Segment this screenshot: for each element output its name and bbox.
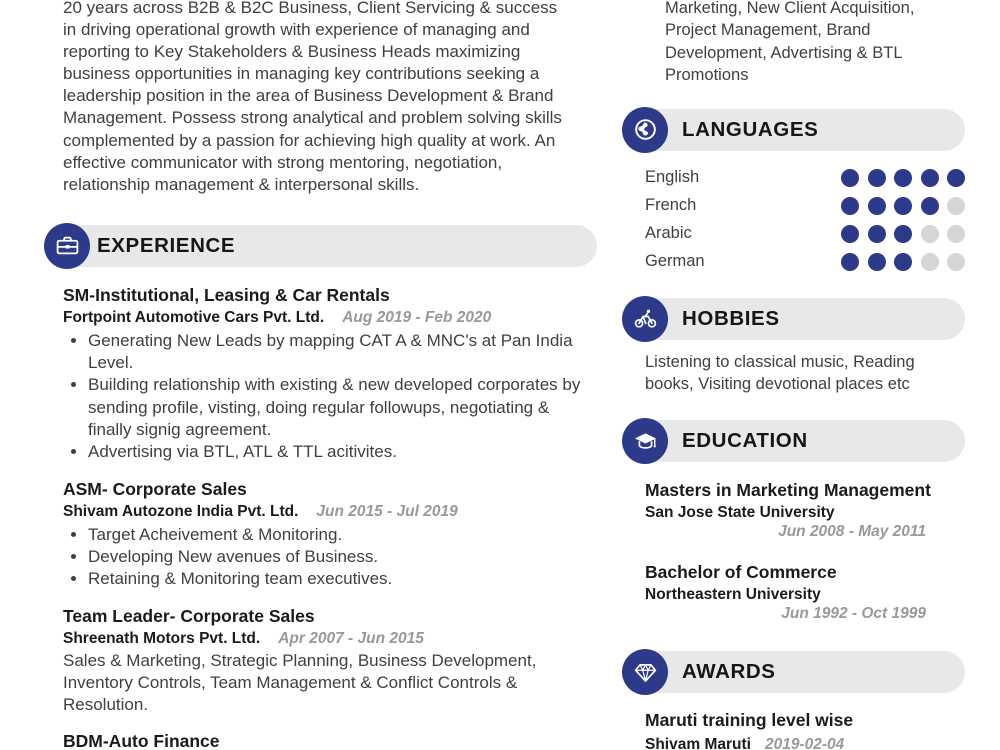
job-role: SM-Institutional, Leasing & Car Rentals	[63, 284, 390, 305]
education-degree: Bachelor of Commerce	[645, 562, 837, 583]
job-bullet: • Advertising via BTL, ATL & TTL acitivites.	[88, 441, 597, 463]
language-name: German	[645, 252, 705, 271]
language-rating	[833, 169, 966, 187]
job-entry	[63, 606, 597, 717]
job-entry	[63, 731, 597, 750]
section-title: AWARDS	[682, 660, 776, 684]
job-role: ASM- Corporate Sales	[63, 478, 247, 499]
language-row	[622, 192, 965, 220]
job-company: Shreenath Motors Pvt. Ltd.	[63, 629, 261, 647]
education-school: Northeastern University	[645, 586, 821, 604]
awards-section-header	[622, 649, 965, 695]
language-name: English	[645, 168, 700, 187]
rating-dot-empty	[921, 253, 939, 271]
awards-list	[622, 710, 965, 750]
skills-list-continuation: Marketing, New Client Acquisition, Project Management, Brand Development, Advertising & BTL Promotions	[665, 0, 915, 85]
job-bullet: • Generating New Leads by mapping CAT A & MNC's at Pan India Level.	[88, 330, 597, 375]
award-entry	[645, 710, 965, 750]
rating-dot-filled	[841, 225, 859, 243]
rating-dot-filled	[841, 197, 859, 215]
rating-dot-filled	[894, 253, 912, 271]
language-name: Arabic	[645, 224, 692, 243]
education-school: San Jose State University	[645, 504, 835, 522]
job-company: Fortpoint Automotive Cars Pvt. Ltd.	[63, 308, 325, 326]
profile-summary: 20 years across B2B & B2C Business, Client Servicing & success in driving operational growth with experience of managing and reporting to Key Stakeholders & Business Heads maximizing business opportunities in managing key contributions seeking a leadership position in the area of Business Development & Brand Management. Possess strong analytical and problem solving skills complemented by a passion for achieving high quality at work. An effective communicator with strong mentoring, negotiation, relationship management & interpersonal skills.	[63, 0, 562, 194]
job-bullet: • Target Acheivement & Monitoring.	[88, 524, 597, 546]
education-entry	[645, 562, 965, 623]
language-rating	[833, 225, 966, 243]
rating-dot-filled	[894, 225, 912, 243]
language-rating	[833, 253, 966, 271]
education-entry	[645, 480, 965, 541]
education-dates: Jun 1992 - Oct 1999	[781, 605, 926, 623]
job-dates: Aug 2019 - Feb 2020	[342, 308, 492, 326]
job-company: Shivam Autozone India Pvt. Ltd.	[63, 502, 299, 520]
rating-dot-filled	[868, 197, 886, 215]
job-description: Sales & Marketing, Strategic Planning, Business Development, Inventory Controls, Team Management & Conflict Controls & Resolution.	[63, 650, 537, 715]
education-dates: Jun 2008 - May 2011	[778, 523, 926, 541]
job-entry	[63, 285, 597, 464]
job-entry	[63, 479, 597, 591]
language-row	[622, 248, 965, 276]
section-title: HOBBIES	[682, 306, 780, 330]
language-row	[622, 220, 965, 248]
rating-dot-empty	[921, 225, 939, 243]
rating-dot-empty	[947, 197, 965, 215]
job-bullet: • Retaining & Monitoring team executives.	[88, 568, 597, 590]
left-column	[44, 0, 597, 750]
rating-dot-filled	[841, 169, 859, 187]
language-list	[622, 164, 965, 276]
rating-dot-filled	[841, 253, 859, 271]
job-bullet: • Building relationship with existing & new developed corporates by sending profile, visting, doing regular followups, negotiating & finally signig agreement.	[88, 374, 597, 441]
job-meta-line	[63, 308, 597, 327]
rating-dot-empty	[947, 225, 965, 243]
languages-section-header	[622, 107, 965, 153]
bicycle-icon	[622, 296, 668, 342]
rating-dot-filled	[868, 253, 886, 271]
language-row	[622, 164, 965, 192]
experience-section-header	[44, 223, 597, 269]
job-bullet-list	[63, 330, 597, 464]
rating-dot-filled	[868, 225, 886, 243]
rating-dot-empty	[947, 253, 965, 271]
job-dates: Jun 2015 - Jul 2019	[316, 502, 458, 520]
education-degree: Masters in Marketing Management	[645, 480, 931, 501]
rating-dot-filled	[868, 169, 886, 187]
hobbies-text: Listening to classical music, Reading books, Visiting devotional places etc	[645, 352, 915, 394]
section-title: EDUCATION	[682, 429, 808, 453]
job-role: BDM-Auto Finance	[63, 731, 220, 750]
job-meta-line	[63, 502, 597, 521]
rating-dot-filled	[894, 197, 912, 215]
briefcase-icon	[44, 223, 90, 269]
experience-jobs	[44, 285, 597, 750]
award-name: Maruti training level wise	[645, 710, 854, 731]
globe-icon	[622, 107, 668, 153]
education-section-header	[622, 418, 965, 464]
language-rating	[833, 197, 966, 215]
rating-dot-filled	[894, 169, 912, 187]
section-title: EXPERIENCE	[97, 233, 236, 257]
education-list	[622, 480, 965, 623]
job-bullet-list	[63, 524, 597, 591]
job-role: Team Leader- Corporate Sales	[63, 605, 315, 626]
rating-dot-filled	[921, 197, 939, 215]
rating-dot-filled	[921, 169, 939, 187]
job-dates: Apr 2007 - Jun 2015	[278, 629, 424, 647]
rating-dot-filled	[947, 169, 965, 187]
job-bullet: • Developing New avenues of Business.	[88, 546, 597, 568]
award-issuer: Shivam Maruti	[645, 736, 751, 750]
job-meta-line	[63, 629, 597, 648]
hobbies-section-header	[622, 296, 965, 342]
right-column	[622, 0, 965, 750]
award-date: 2019-02-04	[764, 736, 845, 750]
section-title: LANGUAGES	[682, 117, 819, 141]
language-name: French	[645, 196, 697, 215]
award-meta-line	[645, 735, 965, 750]
